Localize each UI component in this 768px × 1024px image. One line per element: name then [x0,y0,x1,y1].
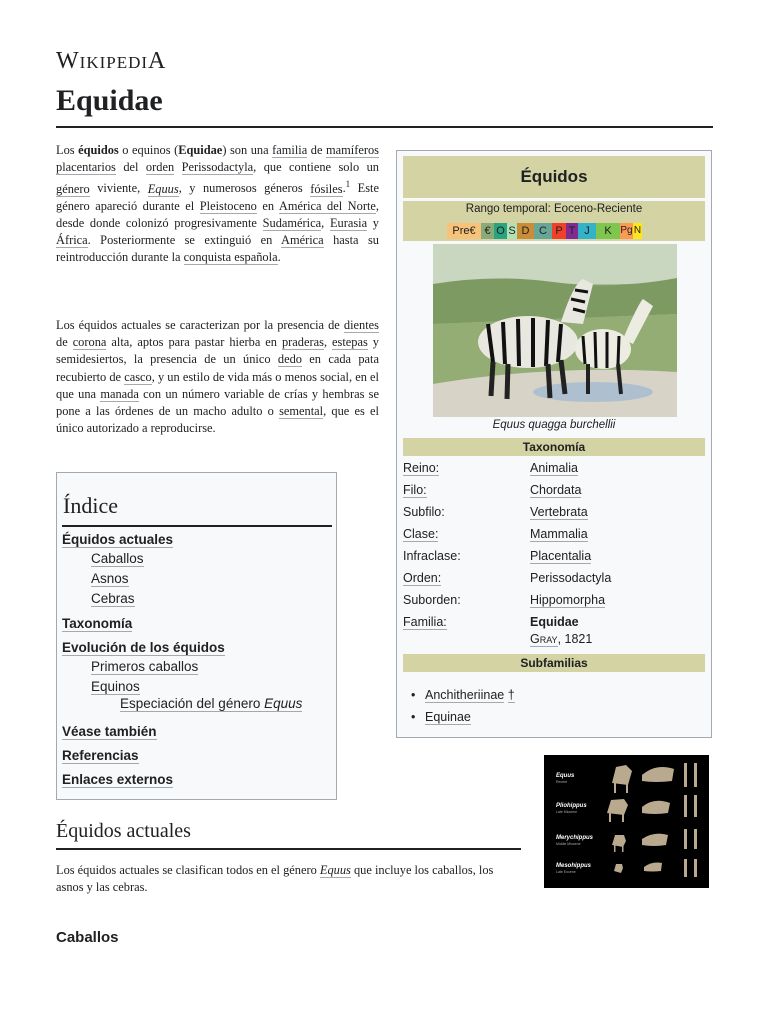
taxon-name: Equidae [530,615,579,629]
evo-era: Late Eocene [556,870,576,874]
link-america-del-norte[interactable]: América del Norte [278,198,376,213]
period-cretaceous[interactable]: K [596,223,620,239]
link-america[interactable]: América [281,233,324,248]
intro-paragraph: Los équidos o equinos (Equidae) son una familia de mamíferos placentarios del orden Perissodactyla, que contiene solo un género viviente, Equus, y numerosos géneros fósiles.$^1$ Este género apareció durante el Pleistoceno en América del Norte, desde donde colonizó progresivamente Sudamérica, Eurasia y África. Posteriormente se extinguió en América hasta su reintroducción durante la conquista española. [56,143,380,265]
link-perissodactyla[interactable]: Perissodactyla [181,160,254,175]
taxon-link[interactable]: Mammalia [530,527,588,541]
reference-1[interactable]: 1 [345,179,351,190]
taxonomy-row-orden [403,571,705,591]
taxonomy-row-clase [403,527,705,547]
link-familia[interactable]: familia [272,143,308,157]
taxon-link[interactable]: Perissodactyla [530,571,612,585]
link-eurasia[interactable]: Eurasia [329,215,368,230]
taxon-authority: Gray, 1821 [530,632,593,646]
geologic-period-bar [447,223,642,239]
link-corona[interactable]: corona [72,335,107,350]
link-praderas[interactable]: praderas [281,335,324,350]
taxobox-title: Équidos [403,156,705,198]
period-silurian[interactable]: S [508,225,516,237]
taxon-link[interactable]: Vertebrata [530,505,588,519]
period-jurassic[interactable]: J [578,223,596,239]
taxon-link[interactable]: Animalia [530,461,578,475]
subfamily-item: • Equinae [411,710,471,724]
temporal-range-label: Rango temporal: Eoceno-Reciente [465,203,643,215]
link-pleistoceno[interactable]: Pleistoceno [199,198,257,213]
link-orden[interactable]: orden [145,160,175,175]
toc-caballos[interactable]: Caballos [91,551,144,566]
toc-equinos[interactable]: Equinos [91,679,140,694]
subfamily-item: • Anchitheriinae † [411,688,515,702]
taxonomy-row-reino [403,461,705,481]
toc-cebras[interactable]: Cebras [91,591,135,606]
link-mamiferos[interactable]: mamíferos [326,143,379,157]
taxonomy-row-filo [403,483,705,503]
period-precambrian[interactable]: Pre€ [447,223,481,239]
rank-label[interactable]: Filo: [403,483,427,497]
link-equus-section[interactable]: Equus [319,863,351,877]
link-genero[interactable]: género [56,181,90,196]
link-dientes[interactable]: dientes [343,318,379,332]
link-semental[interactable]: semental [279,404,324,419]
period-triassic[interactable]: T [566,223,578,239]
evo-era: Late Miocene [556,810,578,814]
period-devonian[interactable]: D [517,223,534,239]
table-of-contents [56,472,337,800]
zebra-photo[interactable] [433,244,677,417]
toc-equidos-actuales[interactable]: Équidos actuales [62,532,174,547]
toc-primeros-caballos[interactable]: Primeros caballos [91,659,199,674]
section-heading-equidos-actuales: Équidos actuales [56,820,191,842]
toc-divider [62,525,332,527]
taxonomy-row-subfilo [403,505,705,525]
toc-especiacion[interactable]: Especiación del género Equus [120,696,303,711]
period-cambrian[interactable]: € [481,223,494,239]
evo-label: Equus [556,773,575,779]
link-sudamerica[interactable]: Sudamérica [262,215,322,230]
page-title: Equidae [56,84,163,117]
evo-era: Recent [556,780,568,784]
link-estepas[interactable]: estepas [332,335,368,350]
taxon-link[interactable]: Placentalia [530,549,592,563]
extinct-dagger[interactable]: † [507,688,515,702]
subsection-heading-caballos: Caballos [56,929,119,946]
horse-evolution-image[interactable] [544,755,709,888]
taxon-link[interactable]: Hippomorpha [530,593,606,607]
subfamilies-header: Subfamilias [403,654,705,672]
link-dedo[interactable]: dedo [277,352,302,367]
link-conquista-espanola[interactable]: conquista española [183,250,278,265]
rank-label[interactable]: Reino: [403,461,440,475]
rank-label[interactable]: Clase: [403,527,439,541]
link-africa[interactable]: África [56,233,88,248]
evo-label: Mesohippus [556,863,592,869]
temporal-range [403,201,705,241]
wikipedia-wordmark[interactable]: WIKIPEDIA [56,48,167,74]
link-equus[interactable]: Equus [147,181,179,196]
evo-era: Middle Miocene [556,842,581,846]
link-placentarios[interactable]: placentarios [56,160,116,175]
period-neogene[interactable]: N [633,223,642,239]
photo-caption: Equus quagga burchellii [492,419,616,431]
toc-taxonomia[interactable]: Taxonomía [62,616,133,631]
link-casco[interactable]: casco [124,369,152,384]
toc-enlaces-externos[interactable]: Enlaces externos [62,772,174,787]
period-paleogene[interactable]: Pg [620,223,633,239]
link-anchitheriinae[interactable]: Anchitheriinae [425,688,505,702]
period-ordovician[interactable]: O [494,223,507,239]
period-permian[interactable]: P [552,223,566,239]
rank-label[interactable]: Familia: [403,615,447,629]
taxobox [396,150,712,738]
link-manada[interactable]: manada [100,386,139,401]
rank-label: Infraclase: [403,549,461,563]
traits-paragraph: Los équidos actuales se caracterizan por la presencia de dientes de corona alta, aptos para pastar hierba en praderas, estepas y semidesiertos, la presencia de un único dedo en cada pata recubierto de casco, y un estilo de vida más o menos social, en el que una manada con un número variable de crías y hembras se pone a las órdenes de un macho adulto o semental, que es el único autorizado a reproducirse. [56,318,380,436]
rank-label: Subfilo: [403,505,445,519]
taxon-link[interactable]: Chordata [530,483,582,497]
rank-label[interactable]: Orden: [403,571,442,585]
evo-label: Pliohippus [556,803,587,809]
link-equinae[interactable]: Equinae [425,710,471,724]
section-divider [56,848,521,850]
toc-vease-tambien[interactable]: Véase también [62,724,157,739]
taxonomy-row-suborden [403,593,705,613]
period-carboniferous[interactable]: C [534,223,552,239]
toc-asnos[interactable]: Asnos [91,571,129,586]
authority-gray[interactable]: Gray [530,632,558,646]
toc-referencias[interactable]: Referencias [62,748,139,763]
toc-evolucion[interactable]: Evolución de los équidos [62,640,225,655]
title-divider [56,126,713,128]
section-paragraph: Los équidos actuales se clasifican todos en el género Equus que incluye los caballos, los asnos y las cebras. [56,863,494,895]
rank-label: Suborden: [403,593,461,607]
link-fosiles[interactable]: fósiles [310,181,343,196]
evo-label: Merychippus [556,835,594,841]
toc-title: Índice [63,493,118,518]
taxonomy-header: Taxonomía [403,438,705,456]
taxonomy-row-infraclase [403,549,705,569]
